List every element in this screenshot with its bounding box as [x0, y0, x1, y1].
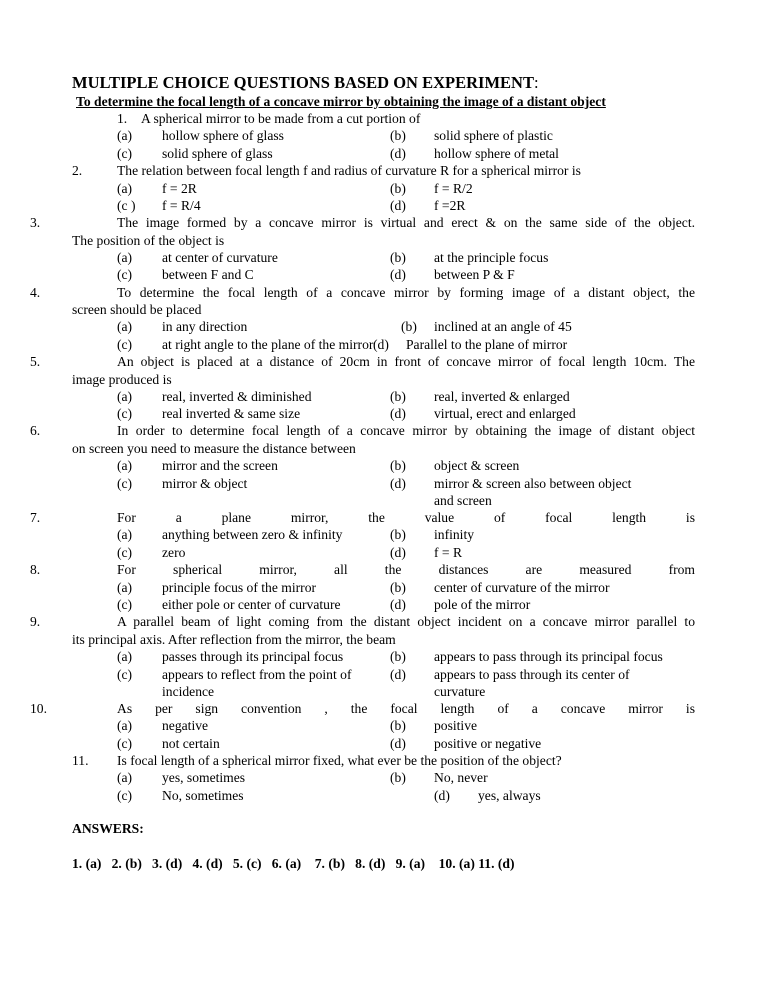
question-stem: In order to determine focal length of a concave mirror by obtaining the image of distant object	[117, 423, 695, 438]
option-letter: (b)	[390, 718, 406, 733]
option-text: Parallel to the plane of mirror	[406, 337, 568, 352]
option-letter: (b)	[390, 389, 406, 404]
option-text: at the principle focus	[434, 250, 549, 265]
option-text: No, sometimes	[162, 788, 244, 803]
option-letter: (c)	[117, 545, 133, 560]
option-text: No, never	[434, 770, 488, 785]
option-text: f =2R	[434, 198, 466, 213]
question-number: 1.	[117, 111, 128, 126]
question-number: 7.	[30, 510, 41, 525]
option-letter: (a)	[117, 128, 133, 143]
question-stem: Is focal length of a spherical mirror fixed, what ever be the position of the object?	[117, 753, 562, 768]
option-letter: (c)	[117, 736, 133, 751]
option-text-continued: curvature	[434, 684, 486, 699]
option-letter: (c)	[117, 146, 133, 161]
question-stem: To determine the focal length of a concave mirror by forming image of a distant object, the	[117, 285, 695, 300]
option-text: object & screen	[434, 458, 520, 473]
option-text: f = R/4	[162, 198, 201, 213]
option-letter: (d)	[390, 267, 406, 282]
option-letter: (c)	[117, 267, 133, 282]
option-letter: (b)	[390, 527, 406, 542]
question-stem: A spherical mirror to be made from a cut portion of	[141, 111, 421, 126]
option-text: hollow sphere of glass	[162, 128, 284, 143]
option-text: in any direction	[162, 319, 248, 334]
option-letter: (b)	[401, 319, 417, 334]
question-number: 2.	[72, 163, 83, 178]
option-text: passes through its principal focus	[162, 649, 344, 664]
option-text: center of curvature of the mirror	[434, 580, 610, 595]
question-stem: As per sign convention , the focal length of a concave mirror is	[117, 701, 695, 716]
option-letter: (d)	[390, 406, 406, 421]
option-letter: (c)	[117, 667, 133, 682]
option-text: anything between zero & infinity	[162, 527, 343, 542]
option-letter: (b)	[390, 458, 406, 473]
option-letter: (d)	[434, 788, 450, 803]
option-text: hollow sphere of metal	[434, 146, 559, 161]
option-text: not certain	[162, 736, 220, 751]
option-text-continued: and screen	[434, 493, 492, 508]
question-stem-continued: on screen you need to measure the distance between	[72, 441, 356, 456]
question-stem: An object is placed at a distance of 20cm in front of concave mirror of focal length 10cm. The	[117, 354, 695, 369]
question-number: 8.	[30, 562, 41, 577]
option-text: yes, always	[478, 788, 541, 803]
option-letter: (a)	[117, 527, 133, 542]
option-letter: (d)	[390, 667, 406, 682]
option-letter: (b)	[390, 128, 406, 143]
question-number: 11.	[72, 753, 89, 768]
question-number: 9.	[30, 614, 41, 629]
option-text: appears to pass through its center of	[434, 667, 630, 682]
option-text: pole of the mirror	[434, 597, 531, 612]
option-letter: (c)	[117, 788, 133, 803]
page-title: MULTIPLE CHOICE QUESTIONS BASED ON EXPERIMENT:	[72, 73, 539, 92]
question-stem: The relation between focal length f and radius of curvature R for a spherical mirror is	[117, 163, 581, 178]
option-text: virtual, erect and enlarged	[434, 406, 576, 421]
option-text: f = R/2	[434, 181, 473, 196]
option-text: yes, sometimes	[162, 770, 246, 785]
option-text: mirror & object	[162, 476, 248, 491]
option-text-continued: incidence	[162, 684, 215, 699]
question-number: 5.	[30, 354, 41, 369]
option-letter: (a)	[117, 649, 133, 664]
question-number: 6.	[30, 423, 41, 438]
option-letter: (a)	[117, 458, 133, 473]
option-text: zero	[162, 545, 186, 560]
option-letter: (a)	[117, 770, 133, 785]
question-stem: For spherical mirror, all the distances are measured from	[117, 562, 695, 577]
option-letter: (d)	[390, 736, 406, 751]
option-text: positive or negative	[434, 736, 542, 751]
option-text: mirror and the screen	[162, 458, 278, 473]
answers-heading: ANSWERS:	[72, 821, 144, 836]
option-letter: (c )	[117, 198, 136, 213]
question-stem-continued: its principal axis. After reflection from the mirror, the beam	[72, 632, 396, 647]
option-letter: (a)	[117, 580, 133, 595]
option-letter: (d)	[373, 337, 389, 352]
option-text: solid sphere of plastic	[434, 128, 553, 143]
question-stem: For a plane mirror, the value of focal length is	[117, 510, 695, 525]
option-letter: (d)	[390, 476, 406, 491]
option-text: solid sphere of glass	[162, 146, 273, 161]
title-colon: :	[533, 73, 539, 92]
option-text: real, inverted & enlarged	[434, 389, 570, 404]
question-stem-continued: image produced is	[72, 372, 172, 387]
option-text: between F and C	[162, 267, 254, 282]
option-letter: (b)	[390, 580, 406, 595]
question-stem: A parallel beam of light coming from the distant object incident on a concave mirror parallel to	[117, 614, 695, 629]
option-letter: (d)	[390, 198, 406, 213]
option-text: appears to reflect from the point of	[162, 667, 352, 682]
option-letter: (c)	[117, 597, 133, 612]
question-number: 4.	[30, 285, 41, 300]
option-letter: (c)	[117, 337, 133, 352]
option-text: principle focus of the mirror	[162, 580, 317, 595]
question-number: 10.	[30, 701, 47, 716]
question-stem-continued: screen should be placed	[72, 302, 202, 317]
option-letter: (a)	[117, 389, 133, 404]
option-text: at center of curvature	[162, 250, 278, 265]
option-text: real, inverted & diminished	[162, 389, 312, 404]
option-text: positive	[434, 718, 478, 733]
page-subtitle: To determine the focal length of a concave mirror by obtaining the image of a distant object	[76, 94, 606, 109]
option-letter: (c)	[117, 476, 133, 491]
option-text: infinity	[434, 527, 475, 542]
option-text: f = 2R	[162, 181, 197, 196]
option-letter: (b)	[390, 181, 406, 196]
option-letter: (a)	[117, 181, 133, 196]
option-text: inclined at an angle of 45	[434, 319, 572, 334]
option-letter: (d)	[390, 545, 406, 560]
option-text: at right angle to the plane of the mirror	[162, 337, 374, 352]
option-letter: (b)	[390, 649, 406, 664]
option-text: f = R	[434, 545, 463, 560]
option-text: appears to pass through its principal focus	[434, 649, 663, 664]
option-letter: (c)	[117, 406, 133, 421]
question-stem: The image formed by a concave mirror is virtual and erect & on the same side of the object.	[117, 215, 695, 230]
question-number: 3.	[30, 215, 41, 230]
question-stem-continued: The position of the object is	[72, 233, 225, 248]
option-text: either pole or center of curvature	[162, 597, 341, 612]
option-text: negative	[162, 718, 209, 733]
option-letter: (b)	[390, 250, 406, 265]
option-text: between P & F	[434, 267, 515, 282]
option-letter: (b)	[390, 770, 406, 785]
option-letter: (d)	[390, 597, 406, 612]
option-letter: (a)	[117, 319, 133, 334]
option-text: mirror & screen also between object	[434, 476, 632, 491]
option-letter: (d)	[390, 146, 406, 161]
option-letter: (a)	[117, 718, 133, 733]
option-text: real inverted & same size	[162, 406, 301, 421]
option-letter: (a)	[117, 250, 133, 265]
answers-line: 1. (a) 2. (b) 3. (d) 4. (d) 5. (c) 6. (a) 7. (b) 8. (d) 9. (a) 10. (a) 11. (d)	[72, 856, 515, 871]
